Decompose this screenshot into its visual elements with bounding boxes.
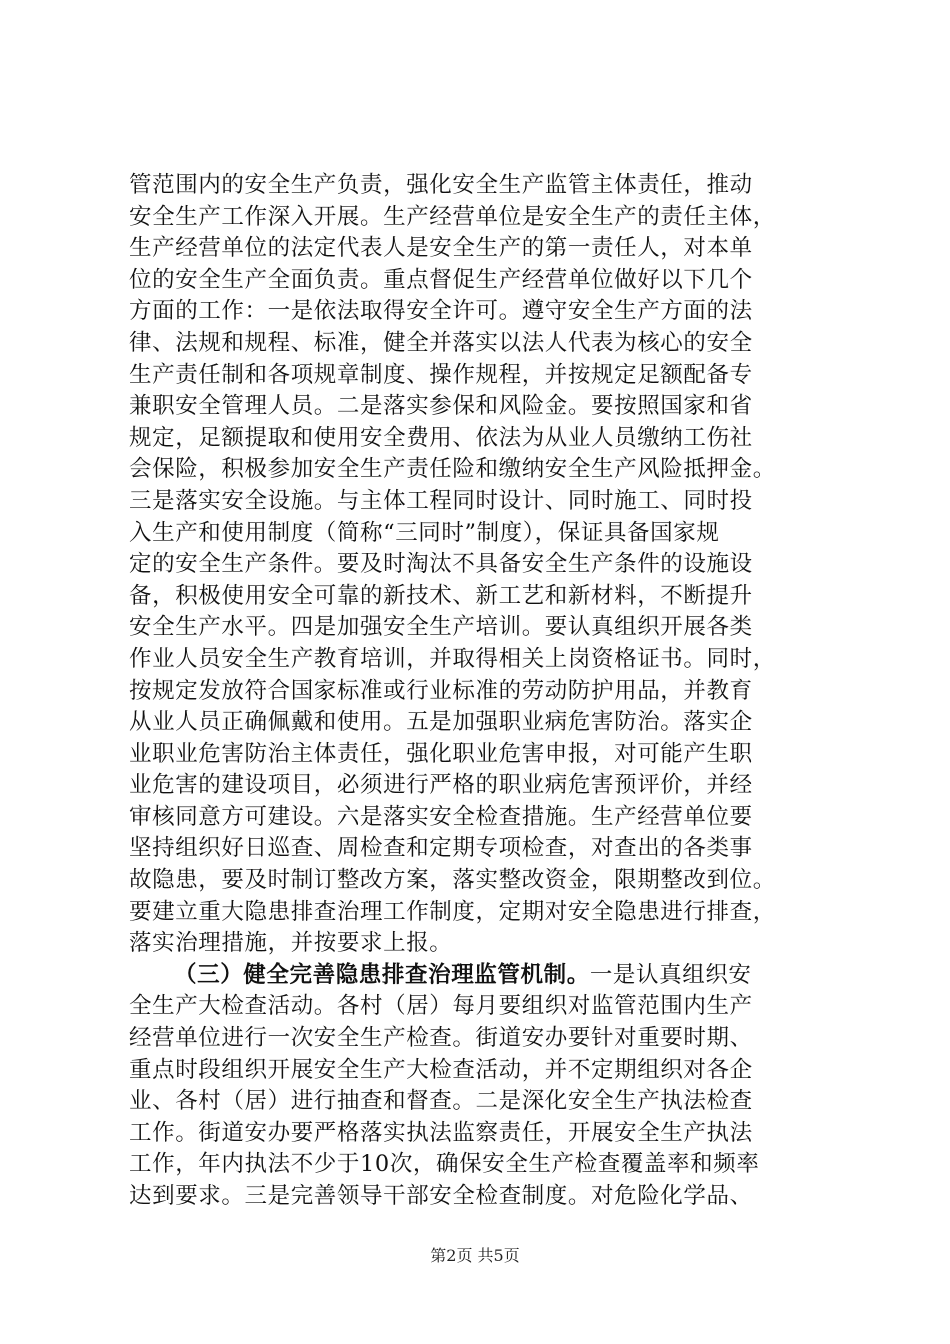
section-heading: （三）健全完善隐患排查治理监管机制。 [174,961,590,988]
text-line: 生产责任制和各项规章制度、操作规程，并按规定足额配备专 [129,361,753,388]
text-line: 落实治理措施，并按要求上报。 [129,930,453,957]
text-line: 管范围内的安全生产负责，强化安全生产监管主体责任，推动 [129,172,753,198]
text-line: 按规定发放符合国家标准或行业标准的劳动防护用品，并教育 [129,677,753,704]
text-line: 重点时段组织开展安全生产大检查活动，并不定期组织对各企 [129,1056,753,1083]
text-line: 规定，足额提取和使用安全费用、依法为从业人员缴纳工伤社 [129,424,753,451]
text-line: 生产经营单位的法定代表人是安全生产的第一责任人，对本单 [129,235,753,262]
text-line: 入生产和使用制度（简称“三同时”制度），保证具备国家规 [129,519,720,546]
text-line: 从业人员正确佩戴和使用。五是加强职业病危害防治。落实企 [129,709,753,736]
text-line: 兼职安全管理人员。二是落实参保和风险金。要按照国家和省 [129,393,753,420]
text-line: 达到要求。三是完善领导干部安全检查制度。对危险化学品、 [129,1183,753,1209]
text-line: 安全生产工作深入开展。生产经营单位是安全生产的责任主体， [129,203,776,230]
body-text [129,170,829,1213]
text-line: 坚持组织好日巡查、周检查和定期专项检查，对查出的各类事 [129,835,753,862]
section-heading-line [129,960,829,992]
text-line: 业职业危害防治主体责任，强化职业危害申报，对可能产生职 [129,740,753,767]
text-line: 律、法规和规程、标准，健全并落实以法人代表为核心的安全 [129,329,753,356]
text-line: 工作，年内执法不少于10次，确保安全生产检查覆盖率和频率 [129,1151,760,1178]
text-line: 方面的工作：一是依法取得安全许可。遵守安全生产方面的法 [129,298,753,325]
text-line: 备，积极使用安全可靠的新技术、新工艺和新材料，不断提升 [129,582,753,609]
text-line: 作业人员安全生产教育培训，并取得相关上岗资格证书。同时， [129,645,776,672]
text-line: 故隐患，要及时制订整改方案，落实整改资金，限期整改到位。 [129,867,776,894]
section-heading-rest: 一是认真组织安 [589,961,752,988]
text-line: 经营单位进行一次安全生产检查。街道安办要针对重要时期、 [129,1025,753,1052]
text-line: 位的安全生产全面负责。重点督促生产经营单位做好以下几个 [129,266,753,293]
text-line: 三是落实安全设施。与主体工程同时设计、同时施工、同时投 [129,487,753,514]
text-line: 业危害的建设项目，必须进行严格的职业病危害预评价，并经 [129,772,753,799]
text-line: 全生产大检查活动。各村（居）每月要组织对监管范围内生产 [129,993,753,1020]
page-number-footer: 第2页 共5页 [430,1246,520,1265]
text-line: 要建立重大隐患排查治理工作制度，定期对安全隐患进行排查， [129,898,776,925]
text-line: 审核同意方可建设。六是落实安全检查措施。生产经营单位要 [129,803,753,830]
text-line: 会保险，积极参加安全生产责任险和缴纳安全生产风险抵押金。 [129,456,776,483]
text-line: 业、各村（居）进行抽查和督查。二是深化安全生产执法检查 [129,1088,753,1115]
text-line: 安全生产水平。四是加强安全生产培训。要认真组织开展各类 [129,614,753,641]
text-line: 工作。街道安办要严格落实执法监察责任，开展安全生产执法 [129,1119,753,1146]
text-line: 定的安全生产条件。要及时淘汰不具备安全生产条件的设施设 [129,551,753,578]
